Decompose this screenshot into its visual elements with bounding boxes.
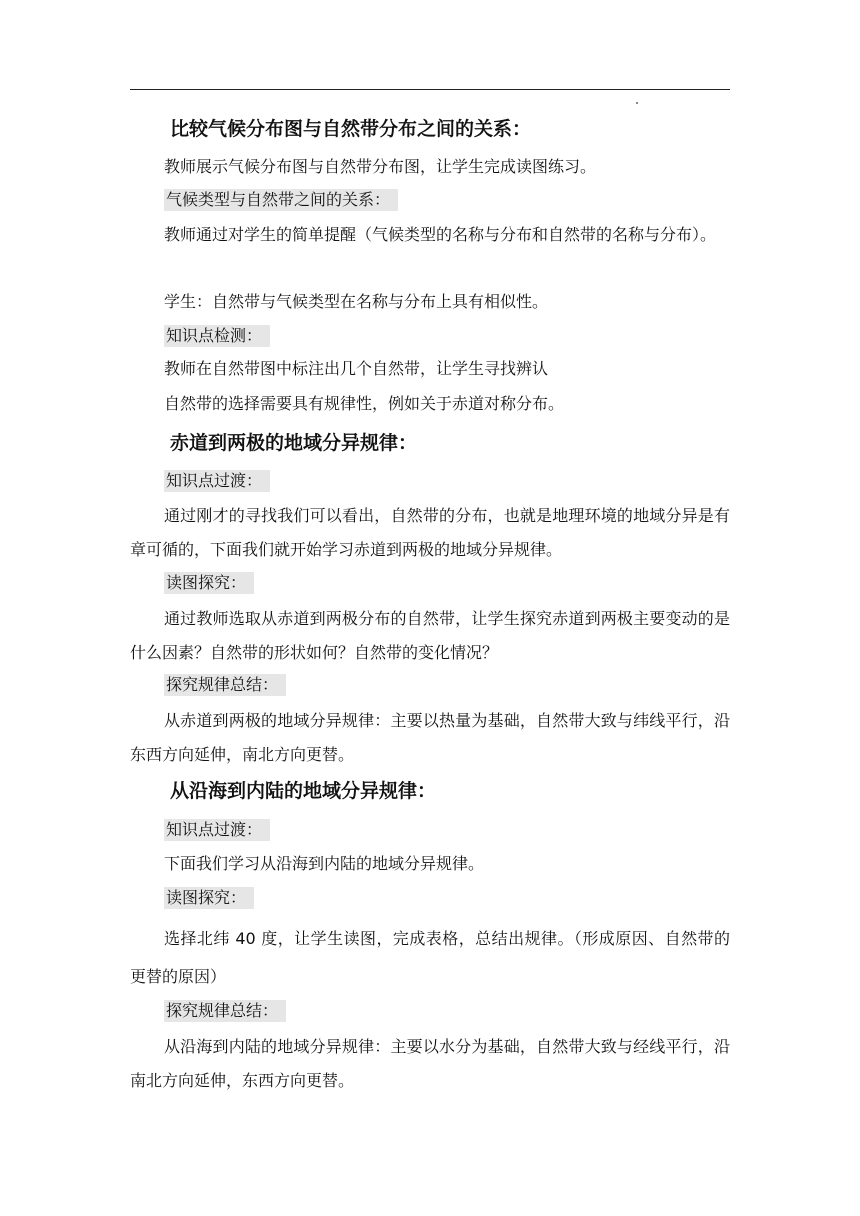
paragraph-check-line1: 教师在自然带图中标注出几个自然带，让学生寻找辨认	[164, 359, 549, 378]
label-map-exploration: 读图探究：	[164, 887, 254, 909]
paragraph-intro: 教师展示气候分布图与自然带分布图，让学生完成读图练习。	[164, 157, 597, 176]
label-knowledge-check: 知识点检测：	[164, 325, 270, 347]
label-relation: 气候类型与自然带之间的关系：	[164, 189, 398, 211]
paragraph-check-line2: 自然带的选择需要具有规律性，例如关于赤道对称分布。	[164, 394, 565, 413]
label-summary: 探究规律总结：	[164, 1000, 286, 1022]
paragraph-summary: 从赤道到两极的地域分异规律：主要以热量为基础，自然带大致与纬线平行，沿东西方向延伸，南北方向更替。	[130, 711, 730, 764]
paragraph-transition: 下面我们学习从沿海到内陆的地域分异规律。	[164, 854, 485, 873]
section-heading-coast-to-inland: 从沿海到内陆的地域分异规律：	[170, 780, 437, 802]
paragraph-teacher-hint: 教师通过对学生的简单提醒（气候类型的名称与分布和自然带的名称与分布）。	[164, 225, 717, 244]
paragraph-map-exploration: 通过教师选取从赤道到两极分布的自然带，让学生探究赤道到两极主要变动的是什么因素？自然带的形状如何？自然带的变化情况？	[130, 609, 730, 662]
header-rule	[130, 89, 730, 90]
paragraph-summary: 从沿海到内陆的地域分异规律：主要以水分为基础，自然带大致与经线平行，沿南北方向延伸，东西方向更替。	[130, 1037, 730, 1090]
paragraph-map-exploration: 选择北纬 40 度，让学生读图，完成表格，总结出规律。（形成原因、自然带的更替的原因）	[130, 929, 730, 986]
paragraph-student: 学生：自然带与气候类型在名称与分布上具有相似性。	[164, 292, 549, 311]
label-map-exploration: 读图探究：	[164, 572, 254, 594]
label-summary: 探究规律总结：	[164, 674, 286, 696]
label-transition: 知识点过渡：	[164, 470, 270, 492]
section-heading-climate-vs-natural-zones: 比较气候分布图与自然带分布之间的关系：	[170, 118, 532, 140]
header-mark	[636, 102, 638, 104]
section-heading-equator-to-poles: 赤道到两极的地域分异规律：	[170, 432, 418, 454]
paragraph-transition: 通过刚才的寻找我们可以看出，自然带的分布，也就是地理环境的地域分异是有章可循的，下面我们就开始学习赤道到两极的地域分异规律。	[130, 506, 730, 559]
label-transition: 知识点过渡：	[164, 819, 270, 841]
